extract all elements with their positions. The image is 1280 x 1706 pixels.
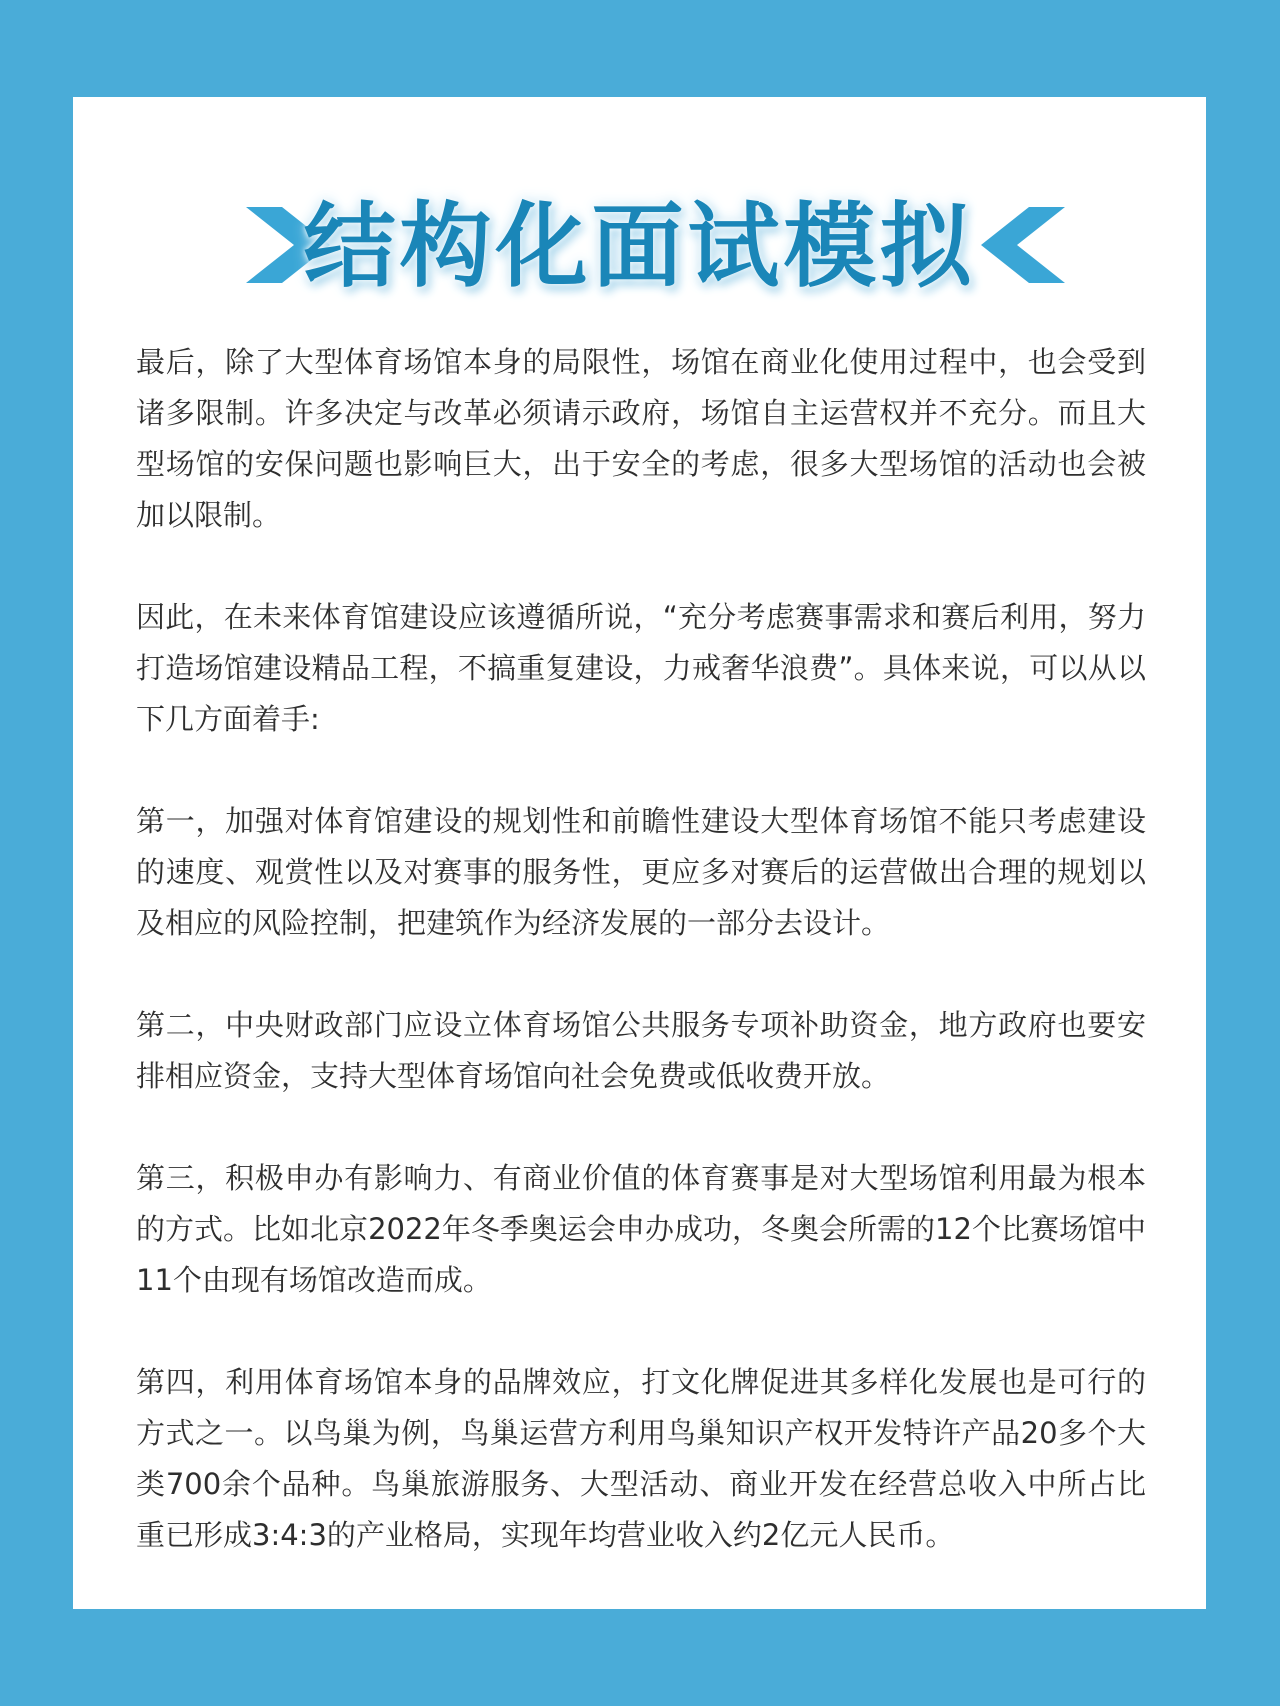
paragraph-first: 第一，加强对体育馆建设的规划性和前瞻性建设大型体育场馆不能只考虑建设的速度、观赏性以及对赛事的服务性，更应多对赛后的运营做出合理的规划以及相应的风险控制，把建筑作为经济发展的一部分去设计。 — [136, 804, 1146, 940]
paragraph-third: 第三，积极申办有影响力、有商业价值的体育赛事是对大型场馆利用最为根本的方式。比如北京2022年冬季奥运会申办成功，冬奥会所需的12个比赛场馆中11个由现有场馆改造而成。 — [136, 1161, 1146, 1297]
page-title: 结构化面试模拟 — [303, 193, 976, 300]
article-body — [136, 337, 1146, 1561]
chevron-left-icon — [973, 195, 1073, 295]
paragraph-therefore: 因此，在未来体育馆建设应该遵循所说，“充分考虑赛事需求和赛后利用，努力打造场馆建设精品工程，不搞重复建设，力戒奢华浪费”。具体来说，可以从以下几方面着手: — [136, 600, 1146, 736]
paragraph-intro-limitations: 最后，除了大型体育场馆本身的局限性，场馆在商业化使用过程中，也会受到诸多限制。许多决定与改革必须请示政府，场馆自主运营权并不充分。而且大型场馆的安保问题也影响巨大，出于安全的考虑，很多大型场馆的活动也会被加以限制。 — [136, 345, 1146, 532]
title-row — [73, 187, 1206, 307]
paragraph-fourth: 第四，利用体育场馆本身的品牌效应，打文化牌促进其多样化发展也是可行的方式之一。以鸟巢为例，鸟巢运营方利用鸟巢知识产权开发特许产品20多个大类700余个品种。鸟巢旅游服务、大型活动、商业开发在经营总收入中所占比重已形成3:4:3的产业格局，实现年均营业收入约2亿元人民币。 — [136, 1365, 1146, 1552]
paragraph-second: 第二，中央财政部门应设立体育场馆公共服务专项补助资金，地方政府也要安排相应资金，支持大型体育场馆向社会免费或低收费开放。 — [136, 1008, 1146, 1093]
content-card — [73, 97, 1206, 1609]
